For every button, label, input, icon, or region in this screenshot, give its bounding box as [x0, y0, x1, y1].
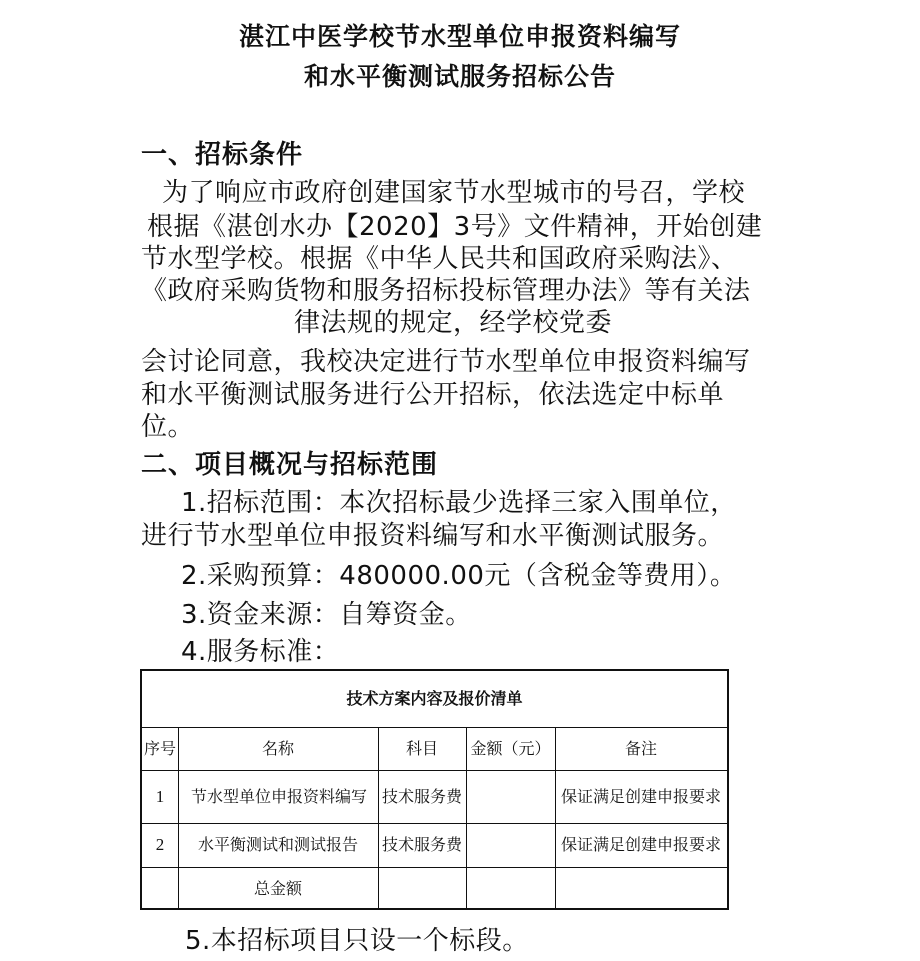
section1-line: 位。 — [141, 412, 195, 442]
header-no: 序号 — [143, 738, 176, 758]
row1-name: 节水型单位申报资料编写 — [190, 786, 367, 806]
header-subject: 科目 — [405, 738, 438, 758]
scope-line1: 1.招标范围：本次招标最少选择三家入围单位， — [181, 488, 737, 518]
row2-amount — [466, 823, 555, 867]
doc-title-line1: 湛江中医学校节水型单位申报资料编写 — [238, 22, 681, 51]
section1-line: 根据《湛创水办【2020】3号》文件精神，开始创建 — [147, 212, 763, 242]
doc-title-line2: 和水平衡测试服务招标公告 — [303, 62, 616, 91]
section1-line: 《政府采购货物和服务招标投标管理办法》等有关法 — [141, 276, 751, 306]
row2-no: 2 — [155, 835, 165, 854]
header-amount: 金额（元） — [470, 738, 551, 758]
row1-subject: 技术服务费 — [381, 786, 462, 806]
row1-remark: 保证满足创建申报要求 — [560, 786, 721, 806]
standard-line: 4.服务标准： — [181, 637, 340, 667]
scope-line2: 进行节水型单位申报资料编写和水平衡测试服务。 — [141, 521, 725, 551]
header-name: 名称 — [261, 738, 294, 758]
total-label: 总金额 — [253, 878, 302, 898]
section1-line: 律法规的规定，经学校党委 — [294, 308, 613, 338]
section1-line: 为了响应市政府创建国家节水型城市的号召，学校 — [162, 178, 746, 208]
header-remark: 备注 — [624, 738, 657, 758]
budget-line: 2.采购预算：480000.00元（含税金等费用）。 — [181, 561, 737, 591]
section-line: 5.本招标项目只设一个标段。 — [185, 926, 529, 956]
row2-remark: 保证满足创建申报要求 — [560, 835, 721, 854]
row1-no: 1 — [155, 786, 165, 806]
row2-subject: 技术服务费 — [381, 835, 462, 854]
funding-line: 3.资金来源：自筹资金。 — [181, 600, 472, 630]
row2-name: 水平衡测试和测试报告 — [197, 835, 358, 854]
section1-line: 会讨论同意，我校决定进行节水型单位申报资料编写 — [141, 347, 751, 377]
table-caption: 技术方案内容及报价清单 — [346, 689, 523, 708]
section1-line: 节水型学校。根据《中华人民共和国政府采购法》、 — [141, 244, 738, 274]
section1-heading: 一、招标条件 — [141, 140, 304, 170]
section1-line: 和水平衡测试服务进行公开招标，依法选定中标单 — [141, 380, 725, 410]
quote-table — [140, 669, 729, 910]
section2-heading: 二、项目概况与招标范围 — [141, 450, 439, 480]
row1-amount — [466, 770, 555, 823]
